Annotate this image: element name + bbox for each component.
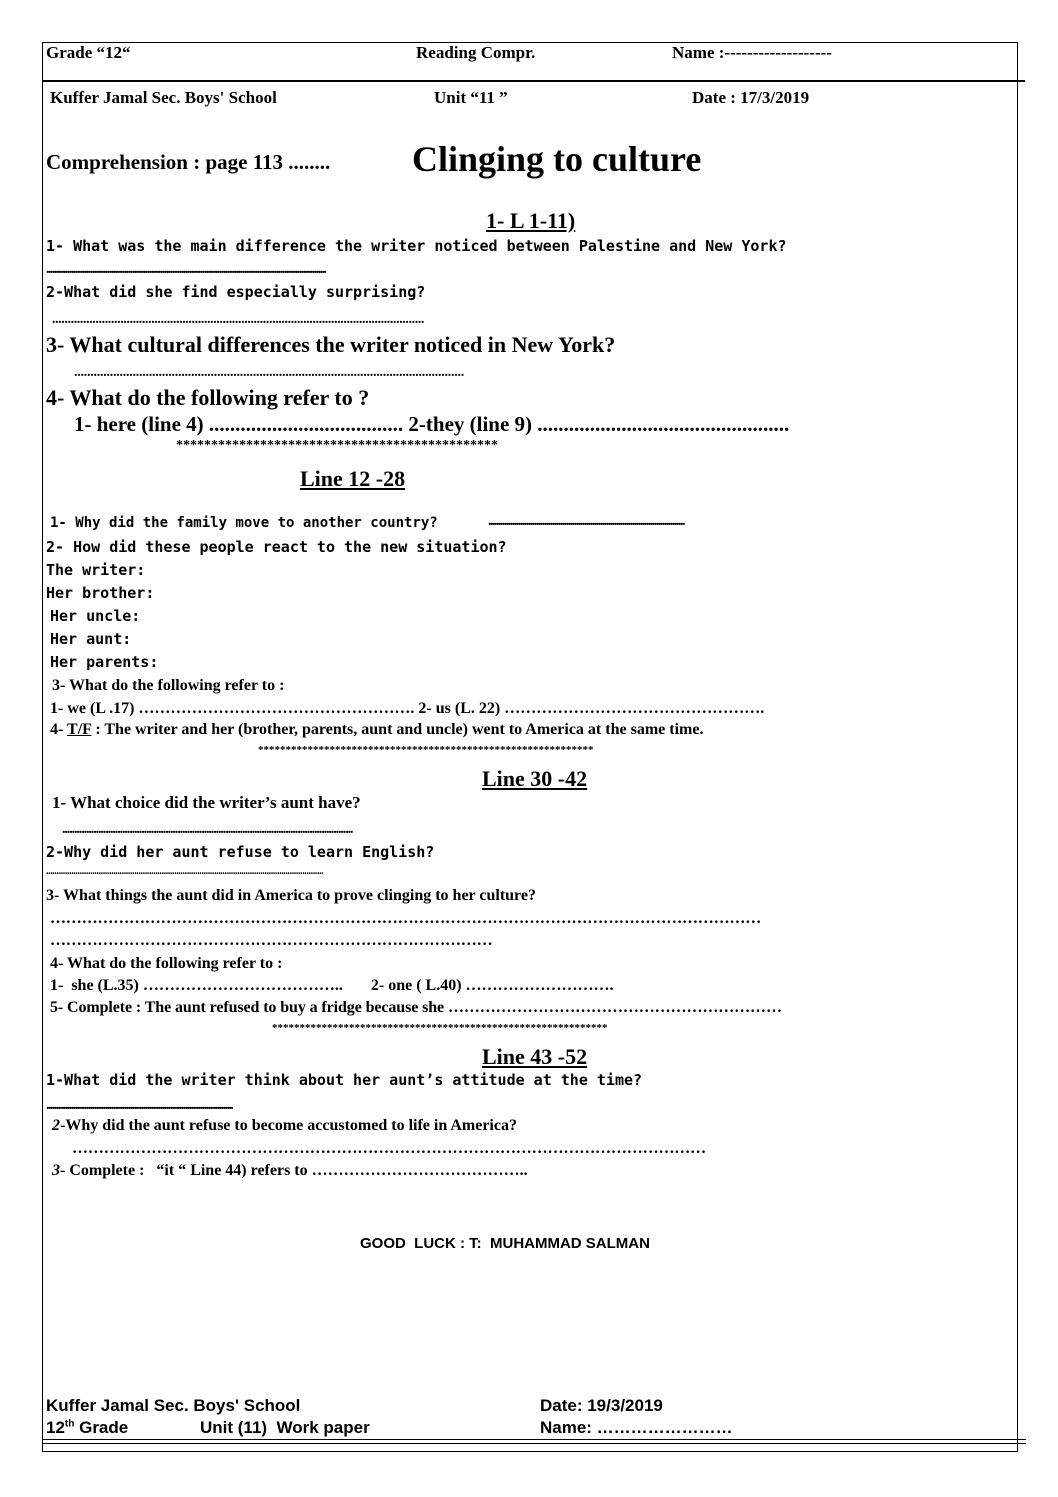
s4-answer-line-2: ………………………………………………………………………………………………………… [72,1140,707,1157]
s3-question-2: 2-Why did her aunt refuse to learn English? [46,843,435,861]
s1-answer-line-1: ................................................................................................................................................... [46,262,326,277]
s3-answer-line-2: .................................................................................................................................... [46,866,324,877]
header-name: Name :------------------- [672,43,832,62]
s2-question-3: 3- What do the following refer to : [52,677,285,694]
s2-question-4-text: : The writer and her (brother, parents, aunt and uncle) went to America at the same time. [95,721,704,738]
s2-question-4 [50,721,703,739]
section-1-heading: 1- L 1-11) [486,208,576,233]
section-2-heading: Line 12 -28 [300,466,406,491]
s1-question-4: 4- What do the following refer to ? [46,385,370,410]
footer-rule-2 [42,1443,1026,1444]
s4-question-2-number: 2 [52,1117,60,1134]
footer-name: Name: …………………… [540,1418,733,1437]
s2-true-false-label: T/F [67,721,92,738]
footer-date: Date: 19/3/2019 [540,1396,663,1415]
s3-question-4: 4- What do the following refer to : [50,955,283,972]
s4-question-2 [52,1117,517,1135]
s2-person-uncle: Her uncle: [50,607,141,625]
page-title: Clinging to culture [412,139,702,179]
s1-question-1: 1- What was the main difference the writer noticed between Palestine and New York? [46,237,787,255]
comprehension-label: Comprehension : page 113 ........ [46,150,331,174]
footer-grade [46,1418,128,1438]
footer-grade-suffix: th [64,1418,75,1430]
s1-divider-stars: ********************************************** [176,438,498,453]
s3-question-4-items: 1- she (L.35) ……………………………….. 2- one ( L.40) ………………………. [50,977,614,994]
s2-person-writer: The writer: [46,561,146,579]
s3-divider-stars: ************************************************************* [272,1022,608,1034]
header-date: Date : 17/3/2019 [692,88,810,107]
s4-question-3-text: - Complete : “it “ Line 44) refers to ………………………………….. [60,1162,528,1179]
section-4-heading: Line 43 -52 [482,1044,588,1069]
s1-question-4-items: 1- here (line 4) ..................................... 2-they (line 9) ................................................ [74,412,790,436]
footer-rule-1 [42,1439,1026,1440]
s2-divider-stars: ************************************************************* [258,744,594,756]
s3-question-1: 1- What choice did the writer’s aunt have? [52,793,361,812]
s4-question-3 [52,1162,528,1180]
s2-answer-line-1: .................................................................................................. [488,514,684,529]
s3-answer-line-3b: ………………………………………………………………………… [50,932,493,949]
s2-question-2: 2- How did these people react to the new situation? [46,538,507,556]
header-school: Kuffer Jamal Sec. Boys' School [50,88,277,107]
footer-grade-word: Grade [74,1418,129,1437]
s3-answer-line-3a: ……………………………………………………………………………………………………………………… [50,910,762,927]
s3-question-3: 3- What things the aunt did in America to prove clinging to her culture? [46,887,536,904]
s2-person-aunt: Her aunt: [50,630,132,648]
s1-question-2: 2-What did she find especially surprising? [46,283,426,301]
s4-question-1: 1-What did the writer think about her aunt’s attitude at the time? [46,1071,643,1089]
footer-grade-number: 12 [46,1418,65,1437]
s3-answer-line-1: ......................................................................................................................... [62,822,353,837]
s1-answer-line-2: ........................................................................................................................ [52,312,425,327]
s3-question-5: 5- Complete : The aunt refused to buy a fridge because she ……………………………………………………… [50,999,782,1016]
s2-question-3-items: 1- we (L .17) ……………………………………………. 2- us (L. 22) …………………………………………. [50,700,765,717]
header-subject: Reading Compr. [416,43,536,62]
s2-person-parents: Her parents: [50,653,159,671]
footer-school: Kuffer Jamal Sec. Boys' School [46,1396,301,1415]
s4-question-2-text: -Why did the aunt refuse to become accustomed to life in America? [60,1117,517,1134]
s1-question-3: 3- What cultural differences the writer noticed in New York? [46,332,616,357]
header-grade: Grade “12“ [46,43,131,62]
s2-question-1: 1- Why did the family move to another country? [50,515,438,531]
section-3-heading: Line 30 -42 [482,766,588,791]
good-luck-note: GOOD LUCK : T: MUHAMMAD SALMAN [360,1235,650,1252]
footer-unit: Unit (11) Work paper [200,1418,370,1437]
header-unit: Unit “11 ” [434,88,508,107]
s4-question-3-number: 3 [52,1162,60,1179]
s2-question-4-number: 4- [50,721,64,738]
s4-answer-line-1: .................................................................................................. [46,1098,233,1113]
s1-answer-line-3: ........................................................................................................................ [74,365,464,380]
s2-person-brother: Her brother: [46,584,155,602]
header-divider [42,80,1025,82]
